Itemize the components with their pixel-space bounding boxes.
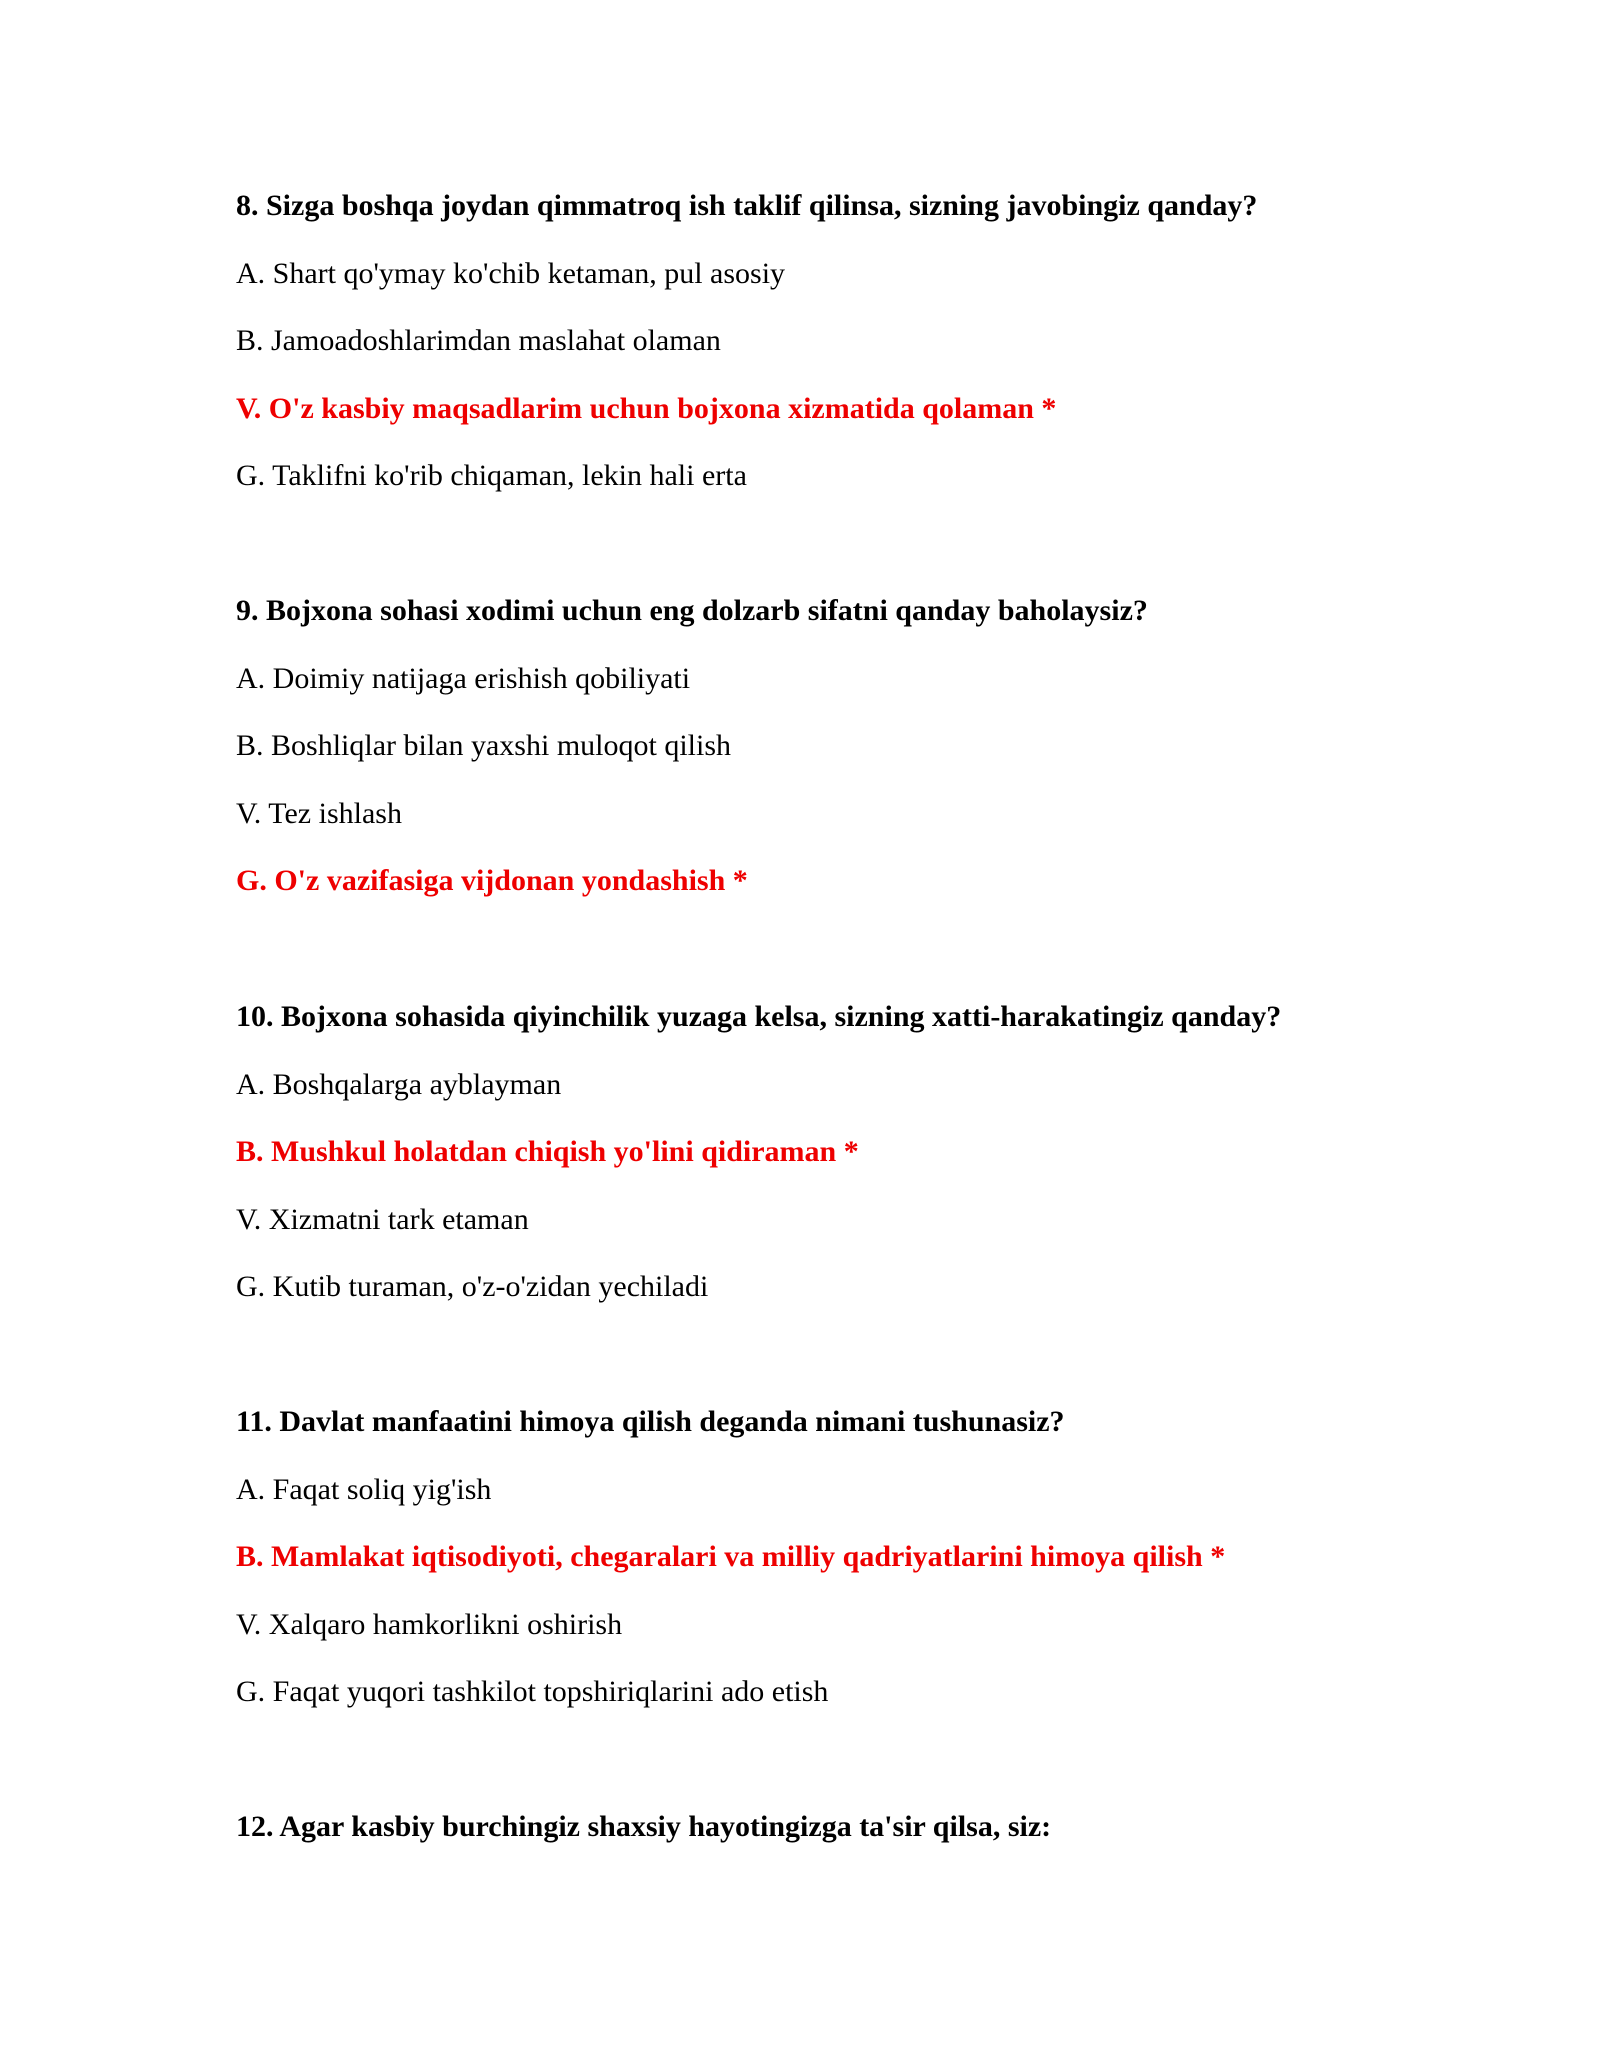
option-a: A. Boshqalarga ayblayman — [236, 1067, 562, 1101]
option-b-correct-answer: B. Mushkul holatdan chiqish yo'lini qidiraman * — [236, 1135, 859, 1168]
question-text: 11. Davlat manfaatini himoya qilish deganda nimani tushunasiz? — [236, 1405, 1065, 1438]
question-9 — [236, 591, 1436, 929]
question-10 — [236, 997, 1436, 1335]
option-a: A. Shart qo'ymay ko'chib ketaman, pul asosiy — [236, 256, 786, 290]
option-v: V. Xizmatni tark etaman — [236, 1202, 529, 1236]
option-g: G. Taklifni ko'rib chiqaman, lekin hali erta — [236, 459, 747, 492]
option-v-correct-answer: V. O'z kasbiy maqsadlarim uchun bojxona xizmatida qolaman * — [236, 391, 1057, 425]
option-b: B. Jamoadoshlarimdan maslahat olaman — [236, 324, 721, 357]
question-11 — [236, 1402, 1436, 1740]
question-text: 8. Sizga boshqa joydan qimmatroq ish taklif qilinsa, sizning javobingiz qanday? — [236, 189, 1258, 222]
option-g: G. Faqat yuqori tashkilot topshiriqlarini ado etish — [236, 1675, 829, 1708]
question-text: 10. Bojxona sohasida qiyinchilik yuzaga kelsa, sizning xatti-harakatingiz qanday? — [236, 1000, 1282, 1033]
option-g: G. Kutib turaman, o'z-o'zidan yechiladi — [236, 1270, 709, 1303]
option-v: V. Xalqaro hamkorlikni oshirish — [236, 1607, 623, 1641]
option-g-correct-answer: G. O'z vazifasiga vijdonan yondashish * — [236, 864, 748, 897]
question-8 — [236, 186, 1436, 524]
option-b: B. Boshliqlar bilan yaxshi muloqot qilish — [236, 729, 731, 762]
option-v: V. Tez ishlash — [236, 796, 402, 830]
option-a: A. Doimiy natijaga erishish qobiliyati — [236, 661, 691, 695]
question-text: 12. Agar kasbiy burchingiz shaxsiy hayotingizga ta'sir qilsa, siz: — [236, 1810, 1052, 1843]
option-a: A. Faqat soliq yig'ish — [236, 1472, 492, 1506]
question-text: 9. Bojxona sohasi xodimi uchun eng dolzarb sifatni qanday baholaysiz? — [236, 594, 1148, 627]
question-12 — [236, 1807, 1436, 1875]
option-b-correct-answer: B. Mamlakat iqtisodiyoti, chegaralari va milliy qadriyatlarini himoya qilish * — [236, 1540, 1226, 1573]
